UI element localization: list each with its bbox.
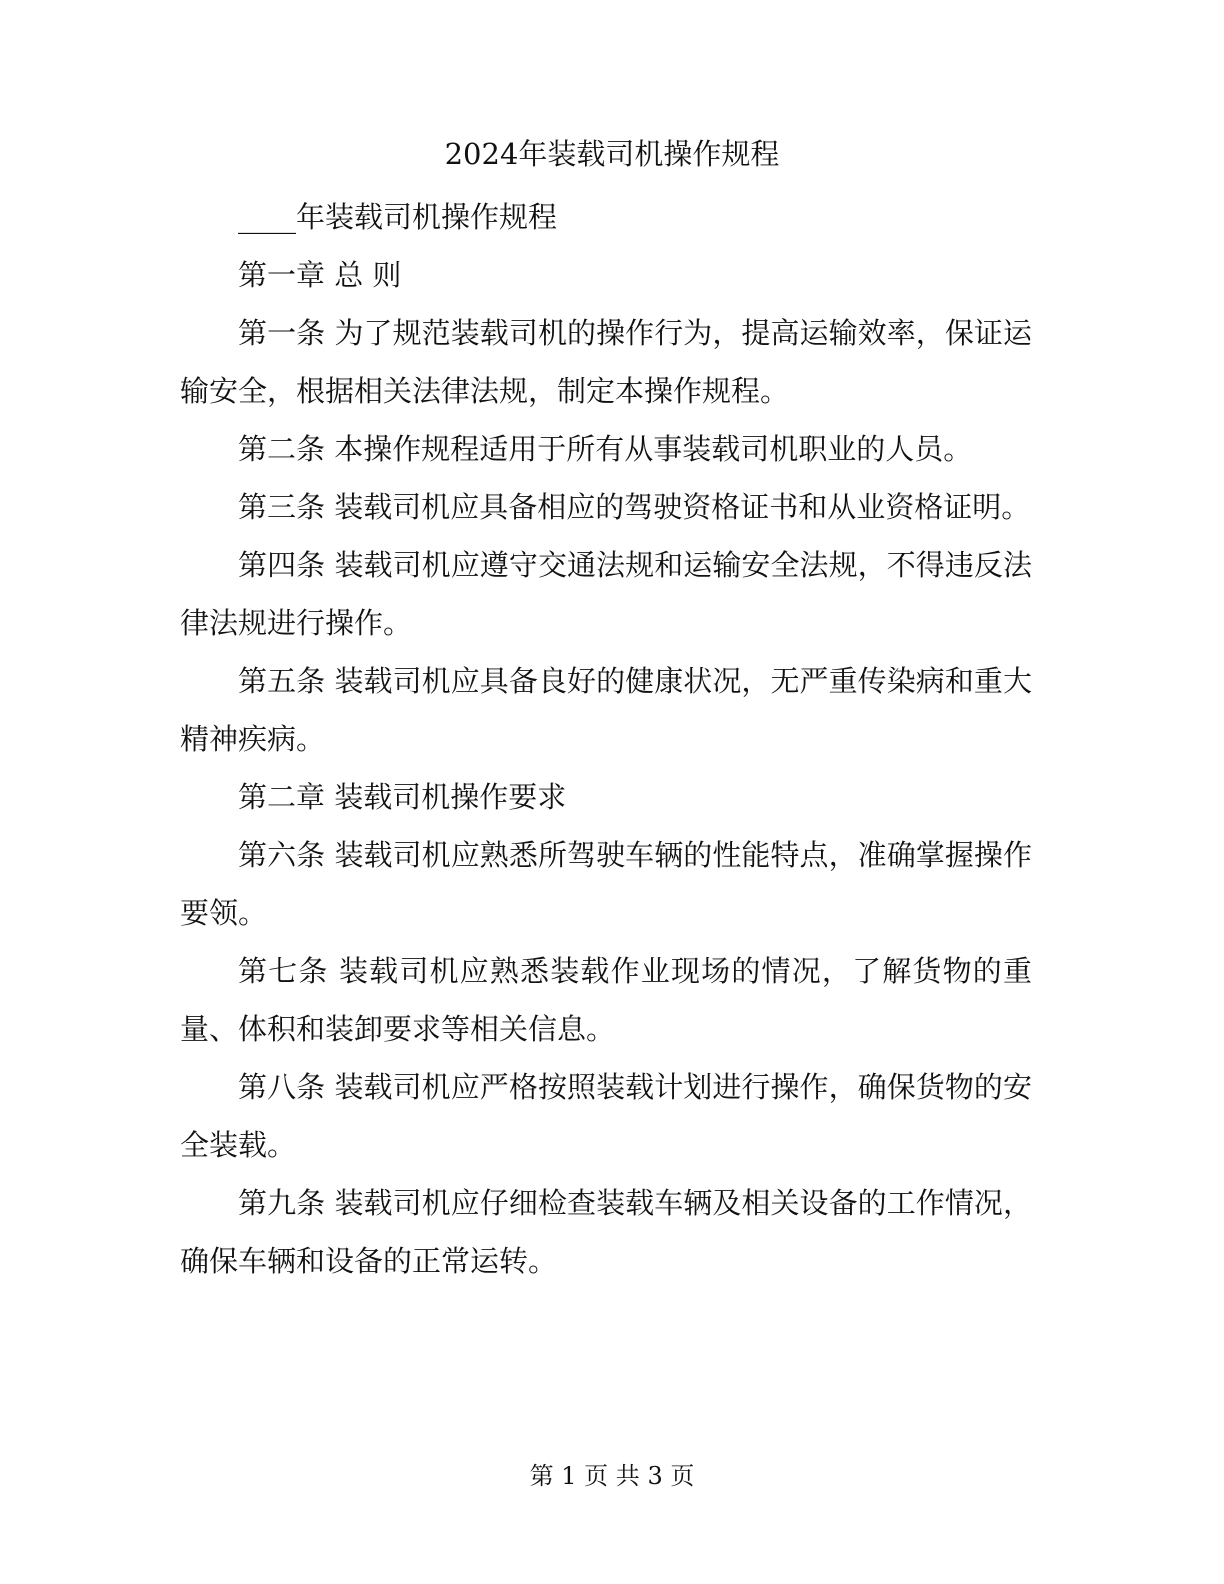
article-3: 第三条 装载司机应具备相应的驾驶资格证书和从业资格证明。 <box>238 490 1031 524</box>
article-4: 第四条 装载司机应遵守交通法规和运输安全法规，不得违反法律法规进行操作。 <box>180 548 1032 640</box>
chapter-heading-2: 第二章 装载司机操作要求 <box>238 780 567 814</box>
document-body <box>180 188 1032 1290</box>
article-6: 第六条 装载司机应熟悉所驾驶车辆的性能特点，准确掌握操作要领。 <box>180 838 1032 930</box>
article-8: 第八条 装载司机应严格按照装载计划进行操作，确保货物的安全装载。 <box>180 1070 1032 1162</box>
document-title: 2024年装载司机操作规程 <box>444 137 780 171</box>
article-7: 第七条 装载司机应熟悉装载作业现场的情况，了解货物的重量、体积和装卸要求等相关信息。 <box>180 954 1032 1046</box>
article-1: 第一条 为了规范装载司机的操作行为，提高运输效率，保证运输安全，根据相关法律法规，制定本操作规程。 <box>180 316 1032 408</box>
article-5: 第五条 装载司机应具备良好的健康状况，无严重传染病和重大精神疾病。 <box>180 664 1032 756</box>
article-9: 第九条 装载司机应仔细检查装载车辆及相关设备的工作情况，确保车辆和设备的正常运转。 <box>180 1186 1032 1278</box>
chapter-heading-1: 第一章 总 则 <box>238 258 402 292</box>
article-2: 第二条 本操作规程适用于所有从事装载司机职业的人员。 <box>238 432 973 466</box>
page-footer: 第 1 页 共 3 页 <box>529 1462 695 1490</box>
document-subtitle: ____年装载司机操作规程 <box>238 200 558 234</box>
